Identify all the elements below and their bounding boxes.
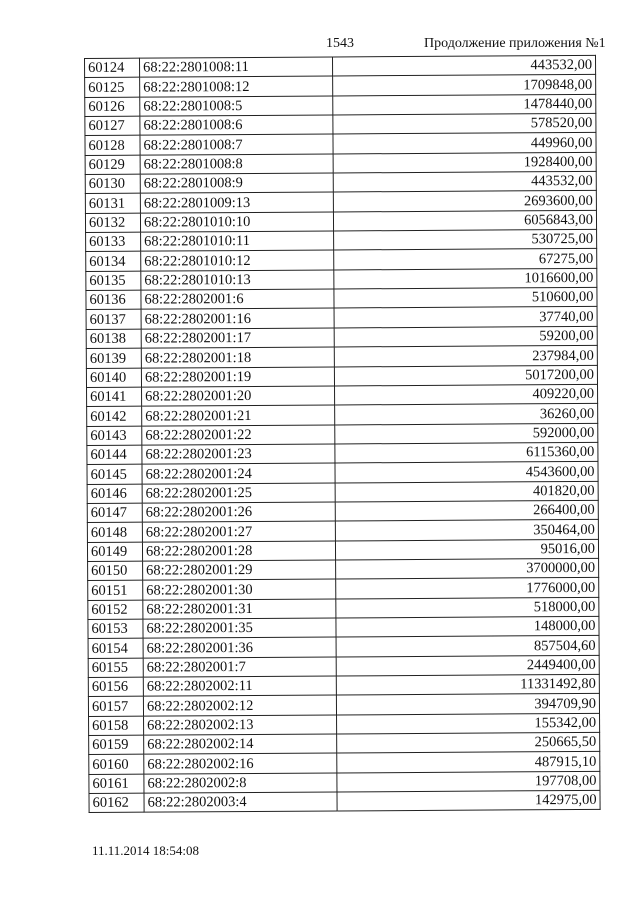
cadastral-value-cell: 4543600,00 bbox=[335, 462, 598, 483]
cadastral-value-cell: 1709848,00 bbox=[333, 75, 596, 96]
cadastral-value-cell: 3700000,00 bbox=[336, 558, 599, 579]
row-number-cell: 60141 bbox=[87, 387, 142, 407]
cadastral-number-cell: 68:22:2802002:14 bbox=[144, 734, 337, 755]
cadastral-value-cell: 394709,90 bbox=[336, 694, 599, 715]
cadastral-value-cell: 518000,00 bbox=[336, 597, 599, 618]
row-number-cell: 60126 bbox=[85, 97, 140, 117]
cadastral-number-cell: 68:22:2802001:7 bbox=[143, 657, 336, 678]
row-number-cell: 60138 bbox=[86, 329, 141, 349]
row-number-cell: 60149 bbox=[87, 542, 142, 562]
row-number-cell: 60144 bbox=[87, 445, 142, 465]
cadastral-number-cell: 68:22:2801008:7 bbox=[140, 134, 333, 155]
cadastral-value-cell: 142975,00 bbox=[337, 790, 600, 811]
row-number-cell: 60127 bbox=[85, 116, 140, 136]
cadastral-number-cell: 68:22:2802001:23 bbox=[142, 444, 335, 465]
row-number-cell: 60151 bbox=[88, 580, 143, 600]
row-number-cell: 60150 bbox=[88, 561, 143, 581]
cadastral-number-cell: 68:22:2802001:24 bbox=[142, 463, 335, 484]
row-number-cell: 60147 bbox=[87, 503, 142, 523]
row-number-cell: 60143 bbox=[87, 426, 142, 446]
cadastral-number-cell: 68:22:2802002:8 bbox=[144, 773, 337, 794]
row-number-cell: 60146 bbox=[87, 484, 142, 504]
cadastral-value-cell: 857504,60 bbox=[336, 636, 599, 657]
cadastral-value-cell: 443532,00 bbox=[332, 55, 595, 76]
row-number-cell: 60161 bbox=[89, 774, 144, 794]
cadastral-value-cell: 510600,00 bbox=[334, 287, 597, 308]
cadastral-number-cell: 68:22:2802001:27 bbox=[142, 521, 335, 542]
row-number-cell: 60132 bbox=[85, 213, 140, 233]
cadastral-number-cell: 68:22:2801008:11 bbox=[140, 57, 333, 78]
cadastral-value-cell: 350464,00 bbox=[335, 520, 598, 541]
cadastral-number-cell: 68:22:2801008:5 bbox=[140, 96, 333, 117]
appendix-title: Продолжение приложения №1 bbox=[424, 36, 606, 51]
row-number-cell: 60128 bbox=[85, 136, 140, 156]
row-number-cell: 60156 bbox=[88, 677, 143, 697]
cadastral-value-cell: 155342,00 bbox=[337, 713, 600, 734]
row-number-cell: 60152 bbox=[88, 600, 143, 620]
cadastral-number-cell: 68:22:2802001:29 bbox=[143, 560, 336, 581]
cadastral-value-cell: 1016600,00 bbox=[334, 268, 597, 289]
page-number: 1543 bbox=[326, 36, 354, 51]
row-number-cell: 60158 bbox=[89, 716, 144, 736]
cadastral-number-cell: 68:22:2802001:31 bbox=[143, 599, 336, 620]
cadastral-number-cell: 68:22:2802001:35 bbox=[143, 618, 336, 639]
cadastral-value-cell: 266400,00 bbox=[335, 500, 598, 521]
cadastral-number-cell: 68:22:2801010:12 bbox=[141, 250, 334, 271]
row-number-cell: 60139 bbox=[86, 348, 141, 368]
row-number-cell: 60142 bbox=[87, 406, 142, 426]
row-number-cell: 60154 bbox=[88, 638, 143, 658]
cadastral-value-cell: 449960,00 bbox=[333, 133, 596, 154]
row-number-cell: 60134 bbox=[86, 252, 141, 272]
cadastral-number-cell: 68:22:2802001:28 bbox=[142, 541, 335, 562]
row-number-cell: 60140 bbox=[86, 368, 141, 388]
cadastral-value-cell: 443532,00 bbox=[333, 171, 596, 192]
cadastral-number-cell: 68:22:2802001:6 bbox=[141, 289, 334, 310]
row-number-cell: 60153 bbox=[88, 619, 143, 639]
cadastral-number-cell: 68:22:2801010:11 bbox=[141, 231, 334, 252]
cadastral-value-cell: 1928400,00 bbox=[333, 152, 596, 173]
row-number-cell: 60155 bbox=[88, 658, 143, 678]
cadastral-number-cell: 68:22:2802001:25 bbox=[142, 483, 335, 504]
cadastral-value-cell: 59200,00 bbox=[334, 326, 597, 347]
cadastral-value-cell: 37740,00 bbox=[334, 307, 597, 328]
cadastral-value-cell: 1776000,00 bbox=[336, 578, 599, 599]
print-timestamp: 11.11.2014 18:54:08 bbox=[92, 843, 200, 858]
row-number-cell: 60137 bbox=[86, 310, 141, 330]
cadastral-number-cell: 68:22:2802002:12 bbox=[143, 695, 336, 716]
cadastral-value-cell: 409220,00 bbox=[335, 384, 598, 405]
row-number-cell: 60159 bbox=[89, 735, 144, 755]
cadastral-number-cell: 68:22:2802002:16 bbox=[144, 753, 337, 774]
row-number-cell: 60125 bbox=[85, 78, 140, 98]
cadastral-number-cell: 68:22:2801010:13 bbox=[141, 270, 334, 291]
cadastral-value-cell: 592000,00 bbox=[335, 423, 598, 444]
page-header bbox=[0, 36, 640, 56]
row-number-cell: 60136 bbox=[86, 290, 141, 310]
row-number-cell: 60135 bbox=[86, 271, 141, 291]
cadastral-number-cell: 68:22:2802002:11 bbox=[143, 676, 336, 697]
cadastral-value-cell: 1478440,00 bbox=[333, 94, 596, 115]
cadastral-value-cell: 67275,00 bbox=[334, 249, 597, 270]
row-number-cell: 60148 bbox=[87, 522, 142, 542]
table-row bbox=[88, 674, 599, 696]
table-body bbox=[85, 55, 601, 813]
cadastral-number-cell: 68:22:2802001:22 bbox=[142, 425, 335, 446]
cadastral-number-cell: 68:22:2802001:30 bbox=[143, 579, 336, 600]
cadastral-value-table bbox=[84, 55, 601, 814]
cadastral-value-cell: 36260,00 bbox=[335, 404, 598, 425]
cadastral-number-cell: 68:22:2801009:13 bbox=[140, 192, 333, 213]
cadastral-number-cell: 68:22:2801008:8 bbox=[140, 154, 333, 175]
cadastral-number-cell: 68:22:2802003:4 bbox=[144, 792, 337, 813]
cadastral-number-cell: 68:22:2802001:19 bbox=[141, 366, 334, 387]
cadastral-value-cell: 6056843,00 bbox=[333, 210, 596, 231]
cadastral-value-cell: 95016,00 bbox=[335, 539, 598, 560]
row-number-cell: 60157 bbox=[88, 696, 143, 716]
cadastral-value-cell: 6115360,00 bbox=[335, 442, 598, 463]
cadastral-value-cell: 197708,00 bbox=[337, 771, 600, 792]
table-row bbox=[89, 790, 600, 812]
cadastral-number-cell: 68:22:2802001:17 bbox=[141, 328, 334, 349]
row-number-cell: 60131 bbox=[85, 194, 140, 214]
cadastral-value-cell: 11331492,80 bbox=[336, 674, 599, 695]
cadastral-value-cell: 5017200,00 bbox=[334, 365, 597, 386]
cadastral-value-cell: 148000,00 bbox=[336, 616, 599, 637]
cadastral-value-cell: 401820,00 bbox=[335, 481, 598, 502]
cadastral-value-cell: 578520,00 bbox=[333, 113, 596, 134]
cadastral-value-cell: 237984,00 bbox=[334, 346, 597, 367]
cadastral-value-cell: 487915,10 bbox=[337, 752, 600, 773]
cadastral-number-cell: 68:22:2801008:6 bbox=[140, 115, 333, 136]
cadastral-number-cell: 68:22:2802001:20 bbox=[142, 386, 335, 407]
cadastral-value-cell: 2693600,00 bbox=[333, 191, 596, 212]
cadastral-number-cell: 68:22:2801010:10 bbox=[140, 212, 333, 233]
cadastral-number-cell: 68:22:2801008:12 bbox=[140, 76, 333, 97]
cadastral-number-cell: 68:22:2802002:13 bbox=[144, 715, 337, 736]
row-number-cell: 60133 bbox=[86, 232, 141, 252]
cadastral-number-cell: 68:22:2802001:16 bbox=[141, 308, 334, 329]
row-number-cell: 60130 bbox=[85, 174, 140, 194]
cadastral-value-cell: 250665,50 bbox=[337, 732, 600, 753]
cadastral-number-cell: 68:22:2802001:36 bbox=[143, 637, 336, 658]
row-number-cell: 60129 bbox=[85, 155, 140, 175]
cadastral-number-cell: 68:22:2802001:18 bbox=[141, 347, 334, 368]
cadastral-value-cell: 530725,00 bbox=[334, 229, 597, 250]
row-number-cell: 60160 bbox=[89, 755, 144, 775]
cadastral-value-cell: 2449400,00 bbox=[336, 655, 599, 676]
row-number-cell: 60162 bbox=[89, 793, 144, 813]
row-number-cell: 60145 bbox=[87, 464, 142, 484]
cadastral-number-cell: 68:22:2802001:26 bbox=[142, 502, 335, 523]
cadastral-number-cell: 68:22:2801008:9 bbox=[140, 173, 333, 194]
row-number-cell: 60124 bbox=[85, 58, 140, 78]
cadastral-number-cell: 68:22:2802001:21 bbox=[142, 405, 335, 426]
